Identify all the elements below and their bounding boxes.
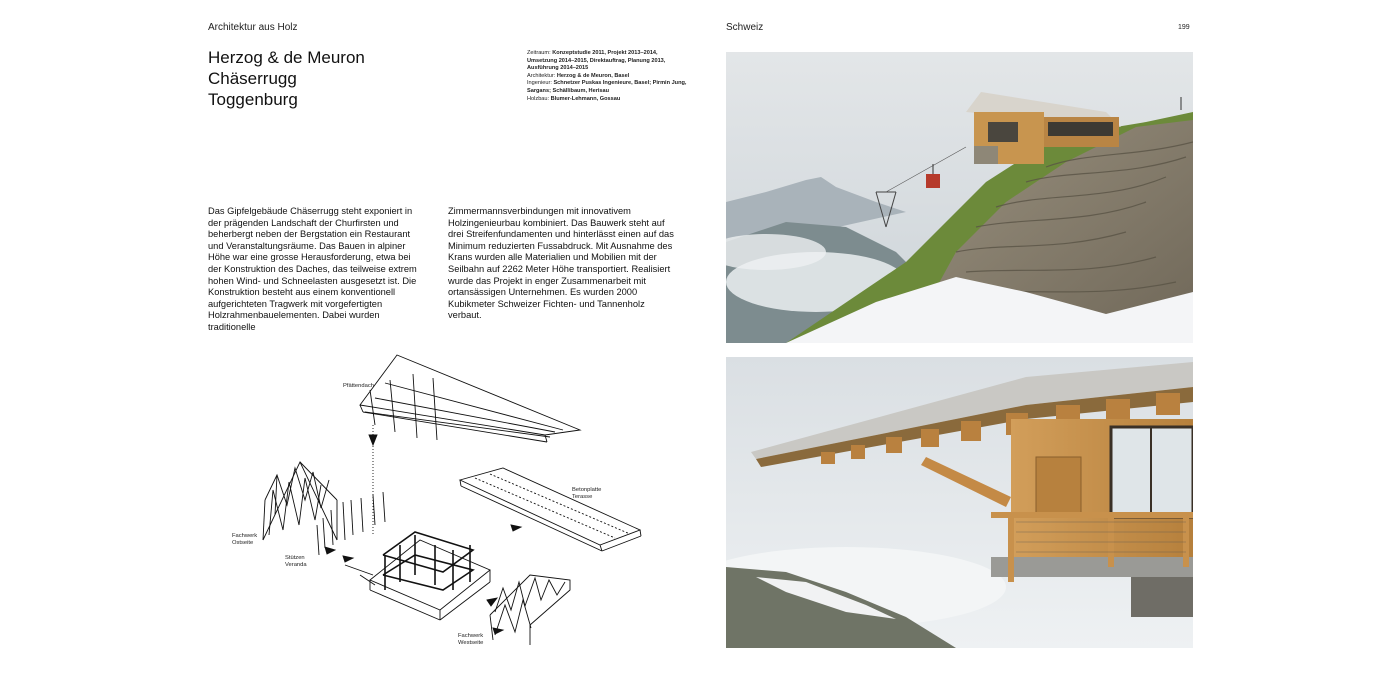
project-credits [527, 50, 687, 103]
diagram-drawing [225, 350, 655, 655]
label-west-truss-line2: Westseite [458, 640, 484, 646]
credit-architecture: Architektur: Herzog & de Meuron, Basel [527, 72, 630, 79]
label-east-truss-line2: Ostseite [232, 540, 254, 546]
photo-building-on-summit [726, 52, 1193, 343]
label-concrete-slab-line1: Betonplatte [572, 487, 602, 493]
title-building: Chäserrugg [208, 69, 297, 88]
summit-photo-drawing [726, 52, 1193, 343]
roof-photo-drawing [726, 357, 1193, 648]
page-number: 199 [1178, 24, 1190, 31]
roof-element [360, 355, 580, 442]
central-frame [345, 532, 490, 620]
label-posts-line1: Stützen [285, 555, 305, 561]
label-roof: Pfättendach [343, 383, 374, 389]
west-truss [490, 575, 570, 645]
credit-timber-construction: Holzbau: Blumer-Lehmann, Gossau [527, 95, 621, 102]
photo-cantilevered-roof [726, 357, 1193, 648]
credit-period: Zeitraum: Konzeptstudie 2011, Projekt 2013–2014, Umsetzung 2014–2015, Direktauftrag, Planung 2013, Ausführung 2014–2015 [527, 50, 666, 72]
credit-engineer: Ingenieur: Schnetzer Puskas Ingenieure, Basel; Pirmin Jung, Sargans; Schällibaum, Herisau [527, 80, 687, 94]
body-column-2: Zimmermannsverbindungen mit innovativem Holzingenieurbau kombiniert. Das Bauwerk steht auf drei Streifenfundamenten und hinterlässt einen auf das Minimum reduzierten Fussabdruck. Mit Ausnahme des Krans wurden alle Materialien und Mobilien mit der Seilbahn auf 2262 Meter Höhe transportiert. Realisiert wurde das Projekt in enger Zusammenarbeit mit ortansässigen Unternehmen. Es wurden 2000 Kubikmeter Schweizer Fichten- und Tannenholz verbaut. [448, 206, 674, 321]
exploded-axonometric-diagram [225, 350, 655, 655]
label-west-truss-line1: Fachwerk [458, 633, 484, 639]
label-posts-line2: Veranda [285, 562, 307, 568]
veranda-posts [317, 492, 385, 555]
title-location: Toggenburg [208, 90, 298, 109]
right-running-title: Schweiz [726, 22, 764, 33]
title-architect: Herzog & de Meuron [208, 48, 365, 67]
left-running-title: Architektur aus Holz [208, 22, 298, 33]
project-title [208, 47, 365, 110]
east-truss [263, 462, 337, 540]
body-column-1: Das Gipfelgebäude Chäserrugg steht exponiert in der prägenden Landschaft der Churfirsten und beherbergt neben der Bergstation ein Restaurant und Veranstaltungsräume. Das Bauen in alpiner Höhe war eine grosse Herausforderung, etwa bei der Konstruktion des Daches, das teilweise extrem hohen Wind- und Schneelasten ausgesetzt ist. Die Konstruktion besteht aus einem konventionell aufgerichteten Tragwerk mit vorgefertigten Holzrahmenbauelementen. Dabei wurden traditionelle [208, 206, 417, 332]
label-east-truss-line1: Fachwerk [232, 533, 258, 539]
label-concrete-slab-line2: Terasse [572, 494, 593, 500]
concrete-slab [460, 468, 641, 551]
